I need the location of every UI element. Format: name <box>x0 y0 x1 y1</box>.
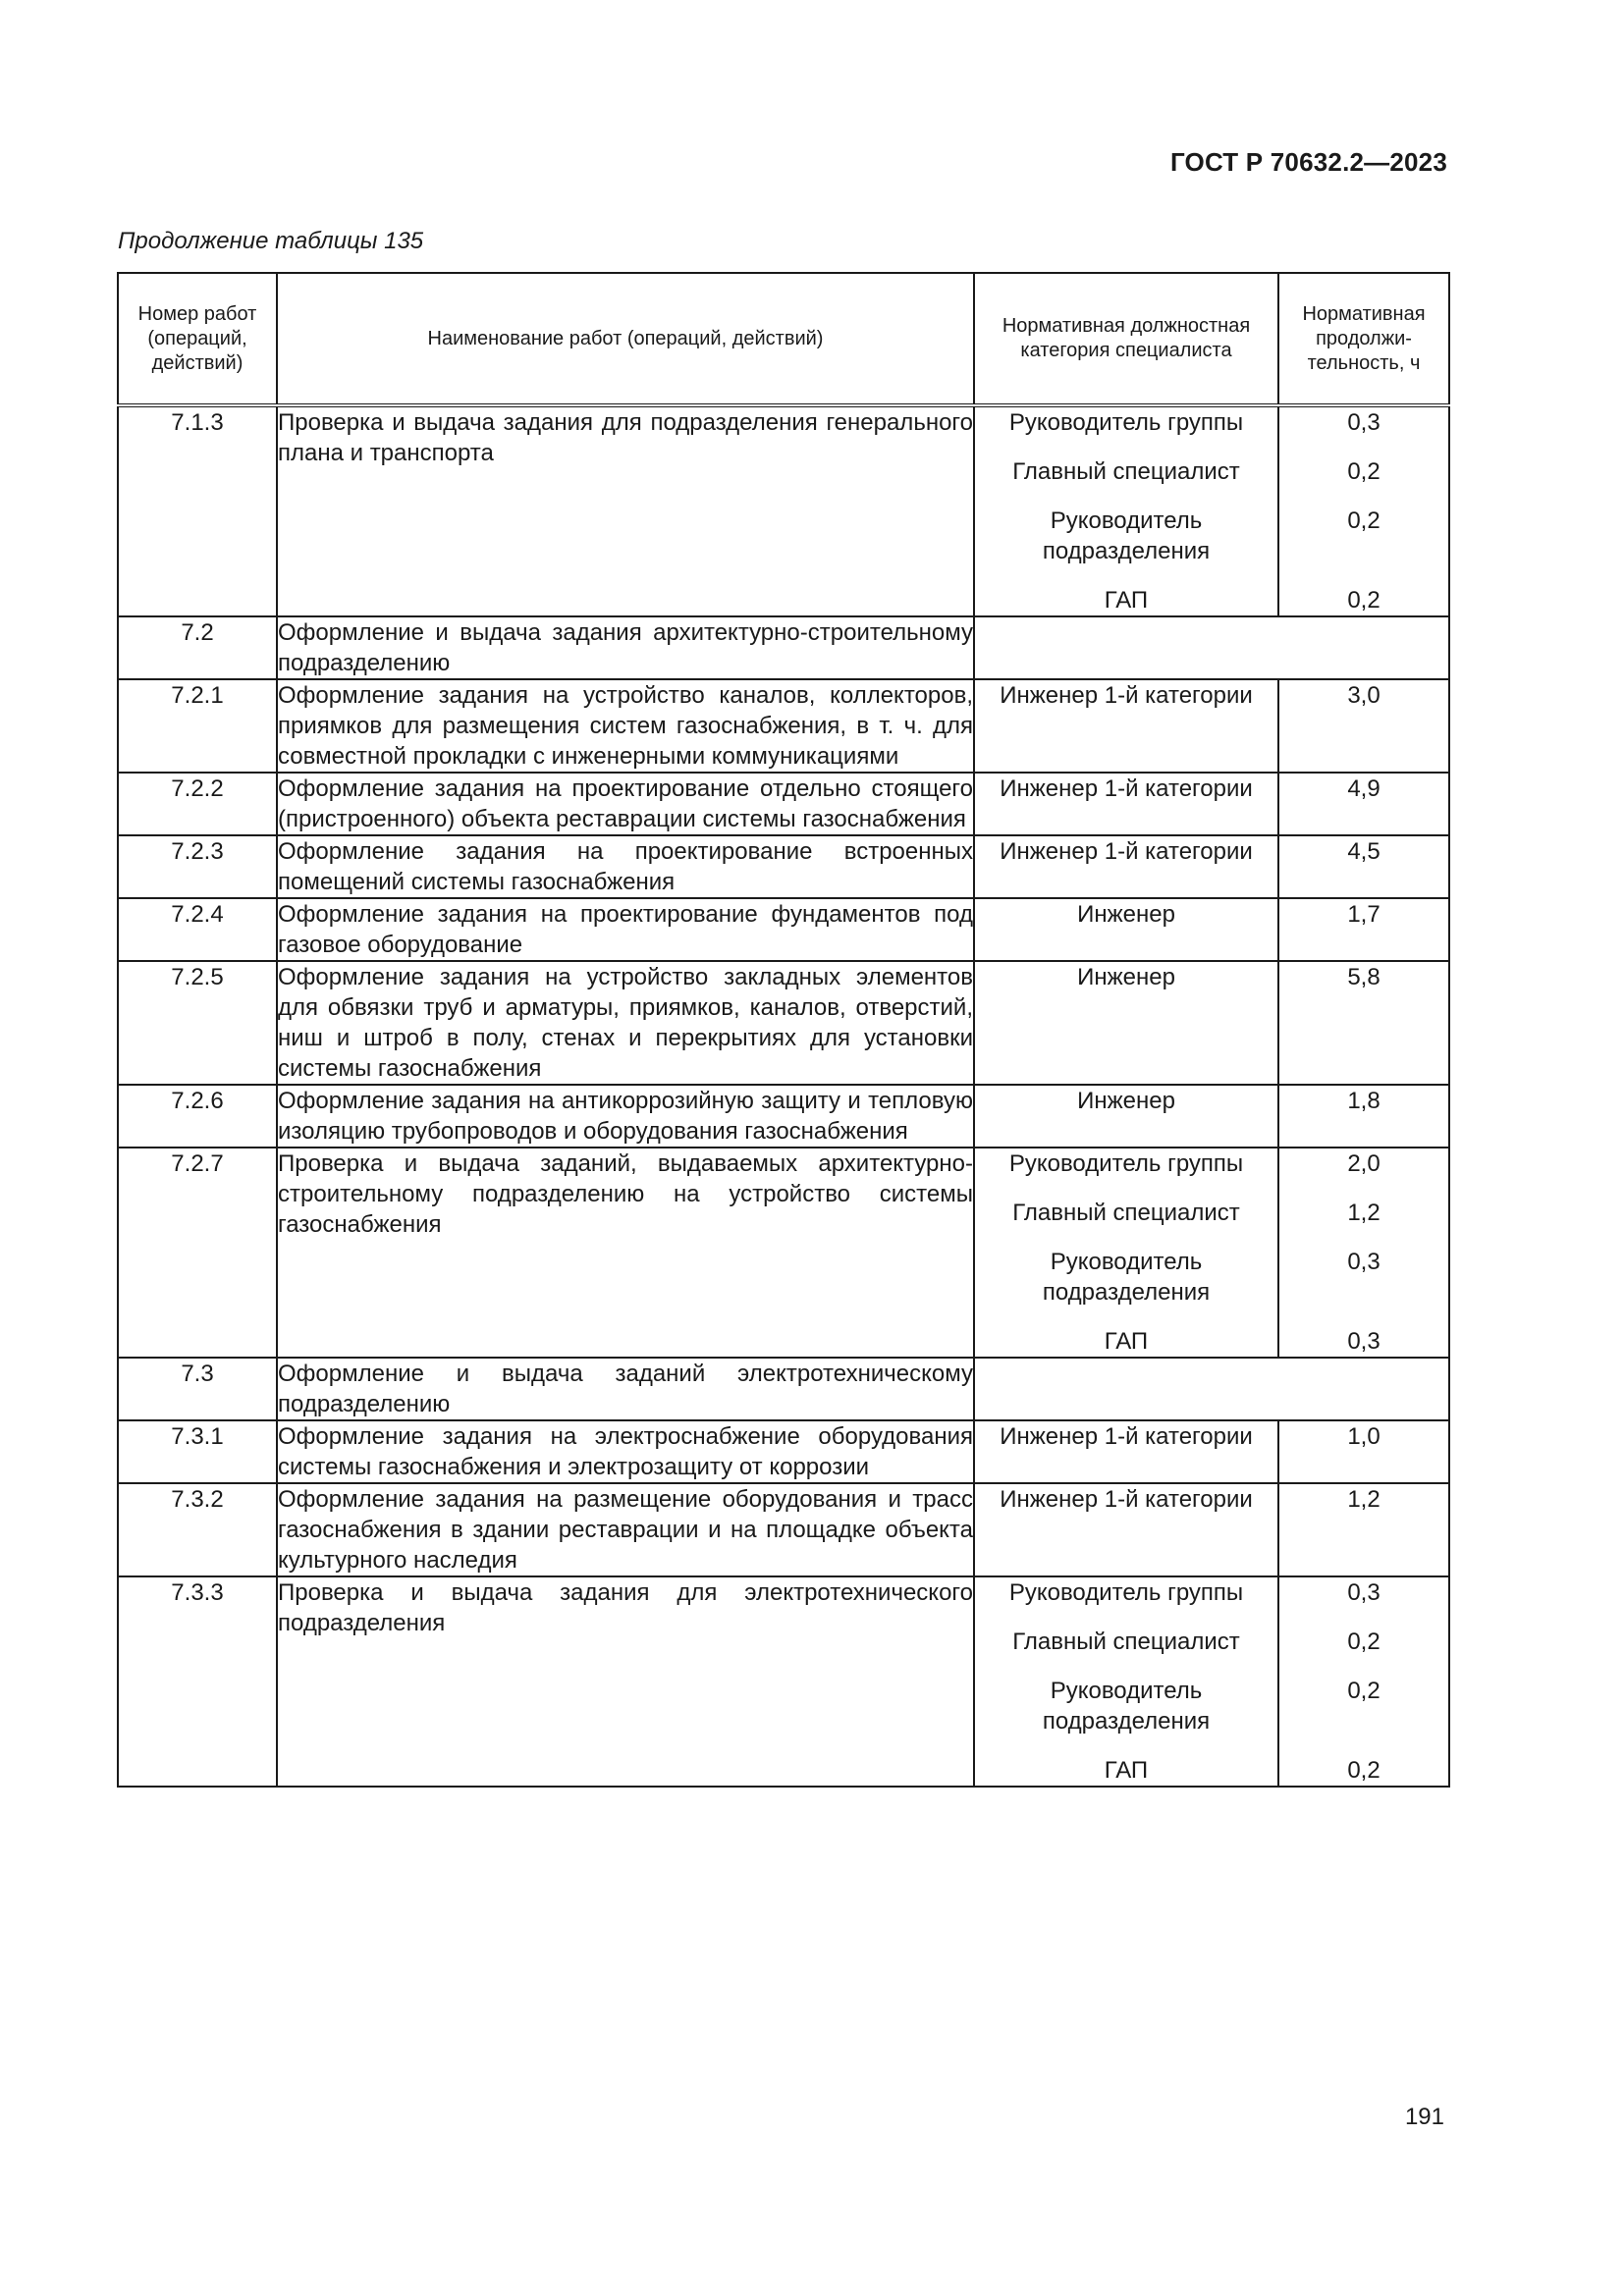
table-row <box>118 961 1449 1085</box>
duration-value: 0,2 <box>1347 507 1380 534</box>
table-row <box>118 616 1449 679</box>
specialist-role: ГАП <box>1104 1757 1149 1784</box>
specialist-role: ГАП <box>1104 587 1149 614</box>
duration-value: 1,7 <box>1347 901 1380 928</box>
duration-cell <box>1278 961 1449 1085</box>
work-number: 7.2.5 <box>118 961 277 1085</box>
duration-cell <box>1278 1148 1449 1358</box>
duration-cell <box>1278 898 1449 961</box>
specialist-role: Руководитель подразделения <box>1042 507 1211 564</box>
work-name: Оформление задания на проектирование фундаментов под газовое оборудование <box>277 898 974 961</box>
specialist-role: ГАП <box>1104 1328 1149 1355</box>
specialist-role: Инженер 1-й категории <box>1000 838 1253 865</box>
work-name: Оформление задания на антикоррозийную защиту и тепловую изоляцию трубопроводов и оборудования газоснабжения <box>277 1085 974 1148</box>
table-row <box>118 1358 1449 1420</box>
table-row <box>118 1483 1449 1576</box>
work-number: 7.3.1 <box>118 1420 277 1483</box>
work-name: Оформление задания на электроснабжение оборудования системы газоснабжения и электрозащиту от коррозии <box>277 1420 974 1483</box>
table-header-row <box>118 273 1449 405</box>
role-cell <box>974 405 1278 616</box>
work-name: Проверка и выдача задания для электротехнического подразделения <box>277 1576 974 1787</box>
specialist-role: Руководитель группы <box>1008 1579 1244 1606</box>
work-name: Оформление задания на проектирование встроенных помещений системы газоснабжения <box>277 835 974 898</box>
header-num: Номер работ (операций, действий) <box>118 273 277 405</box>
duration-cell <box>1278 773 1449 835</box>
specialist-role: Руководитель группы <box>1008 1150 1244 1177</box>
duration-cell <box>1278 1483 1449 1576</box>
work-name: Оформление задания на устройство каналов, коллекторов, приямков для размещения систем газоснабжения, в т. ч. для совместной прокладки с инженерными коммуникациями <box>277 679 974 773</box>
duration-value: 0,2 <box>1347 1678 1380 1704</box>
table-row <box>118 773 1449 835</box>
duration-value: 1,2 <box>1347 1486 1380 1513</box>
work-name: Оформление и выдача заданий электротехническому подразделению <box>277 1358 974 1420</box>
duration-cell <box>1278 1420 1449 1483</box>
duration-value: 0,3 <box>1347 1249 1380 1275</box>
empty-cell <box>974 1358 1449 1420</box>
specialist-role: Руководитель подразделения <box>1042 1678 1211 1735</box>
duration-value: 1,0 <box>1347 1423 1380 1450</box>
specialist-role: Главный специалист <box>1012 1629 1240 1655</box>
table-row <box>118 835 1449 898</box>
table-caption: Продолжение таблицы 135 <box>118 228 424 254</box>
duration-value: 0,3 <box>1347 1579 1380 1606</box>
header-name: Наименование работ (операций, действий) <box>277 273 974 405</box>
work-name: Оформление задания на устройство закладных элементов для обвязки труб и арматуры, приямков, каналов, отверстий, ниш и штроб в полу, стенах и перекрытиях для установки системы газоснабжения <box>277 961 974 1085</box>
table-row <box>118 1420 1449 1483</box>
role-cell <box>974 835 1278 898</box>
specialist-role: Главный специалист <box>1012 1200 1240 1226</box>
specialist-role: Инженер <box>1077 1088 1175 1114</box>
specialist-role: Инженер 1-й категории <box>1000 775 1253 802</box>
duration-value: 0,2 <box>1347 458 1380 485</box>
role-cell <box>974 1085 1278 1148</box>
duration-value: 2,0 <box>1347 1150 1380 1177</box>
work-name: Оформление задания на размещение оборудования и трасс газоснабжения в здании реставрации и на площадке объекта культурного наследия <box>277 1483 974 1576</box>
role-cell <box>974 773 1278 835</box>
work-number: 7.2.4 <box>118 898 277 961</box>
specialist-role: Инженер <box>1077 901 1175 928</box>
duration-value: 4,5 <box>1347 838 1380 865</box>
work-number: 7.1.3 <box>118 405 277 616</box>
table-row <box>118 898 1449 961</box>
work-number: 7.2.3 <box>118 835 277 898</box>
work-name: Оформление и выдача задания архитектурно-строительному подразделению <box>277 616 974 679</box>
role-cell <box>974 1576 1278 1787</box>
work-number: 7.2.2 <box>118 773 277 835</box>
table-row <box>118 1085 1449 1148</box>
specialist-role: Главный специалист <box>1012 458 1240 485</box>
work-name: Проверка и выдача задания для подразделения генерального плана и транспорта <box>277 405 974 616</box>
specialist-role: Руководитель группы <box>1008 409 1244 436</box>
specialist-role: Инженер <box>1077 964 1175 990</box>
role-cell <box>974 1148 1278 1358</box>
work-number: 7.3.3 <box>118 1576 277 1787</box>
header-role: Нормативная должностная категория специалиста <box>974 273 1278 405</box>
work-name: Оформление задания на проектирование отдельно стоящего (пристроенного) объекта реставрации системы газоснабжения <box>277 773 974 835</box>
duration-value: 0,3 <box>1347 409 1380 436</box>
duration-value: 1,2 <box>1347 1200 1380 1226</box>
duration-value: 3,0 <box>1347 682 1380 709</box>
duration-cell <box>1278 835 1449 898</box>
table-row <box>118 405 1449 616</box>
empty-cell <box>974 616 1449 679</box>
duration-value: 4,9 <box>1347 775 1380 802</box>
duration-cell <box>1278 679 1449 773</box>
header-duration: Нормативная продолжи-тельность, ч <box>1278 273 1449 405</box>
work-number: 7.2.7 <box>118 1148 277 1358</box>
work-number: 7.3.2 <box>118 1483 277 1576</box>
work-name: Проверка и выдача заданий, выдаваемых архитектурно-строительному подразделению на устройство системы газоснабжения <box>277 1148 974 1358</box>
duration-cell <box>1278 1085 1449 1148</box>
role-cell <box>974 961 1278 1085</box>
specialist-role: Инженер 1-й категории <box>1000 1486 1253 1513</box>
specialist-role: Руководитель подразделения <box>1042 1249 1211 1306</box>
table-row <box>118 679 1449 773</box>
duration-value: 0,2 <box>1347 1629 1380 1655</box>
specialist-role: Инженер 1-й категории <box>1000 1423 1253 1450</box>
specialist-role: Инженер 1-й категории <box>1000 682 1253 709</box>
role-cell <box>974 898 1278 961</box>
work-number: 7.2 <box>118 616 277 679</box>
duration-value: 0,2 <box>1347 587 1380 614</box>
duration-value: 0,2 <box>1347 1757 1380 1784</box>
work-number: 7.3 <box>118 1358 277 1420</box>
work-number: 7.2.6 <box>118 1085 277 1148</box>
duration-cell <box>1278 405 1449 616</box>
table-row <box>118 1148 1449 1358</box>
document-code: ГОСТ Р 70632.2—2023 <box>1169 147 1447 177</box>
duration-value: 5,8 <box>1347 964 1380 990</box>
page-number: 191 <box>1404 2104 1444 2130</box>
duration-value: 1,8 <box>1347 1088 1380 1114</box>
table-body <box>118 405 1449 1787</box>
role-cell <box>974 679 1278 773</box>
role-cell <box>974 1420 1278 1483</box>
work-number: 7.2.1 <box>118 679 277 773</box>
work-norms-table <box>117 272 1450 1788</box>
role-cell <box>974 1483 1278 1576</box>
table-row <box>118 1576 1449 1787</box>
duration-value: 0,3 <box>1347 1328 1380 1355</box>
duration-cell <box>1278 1576 1449 1787</box>
